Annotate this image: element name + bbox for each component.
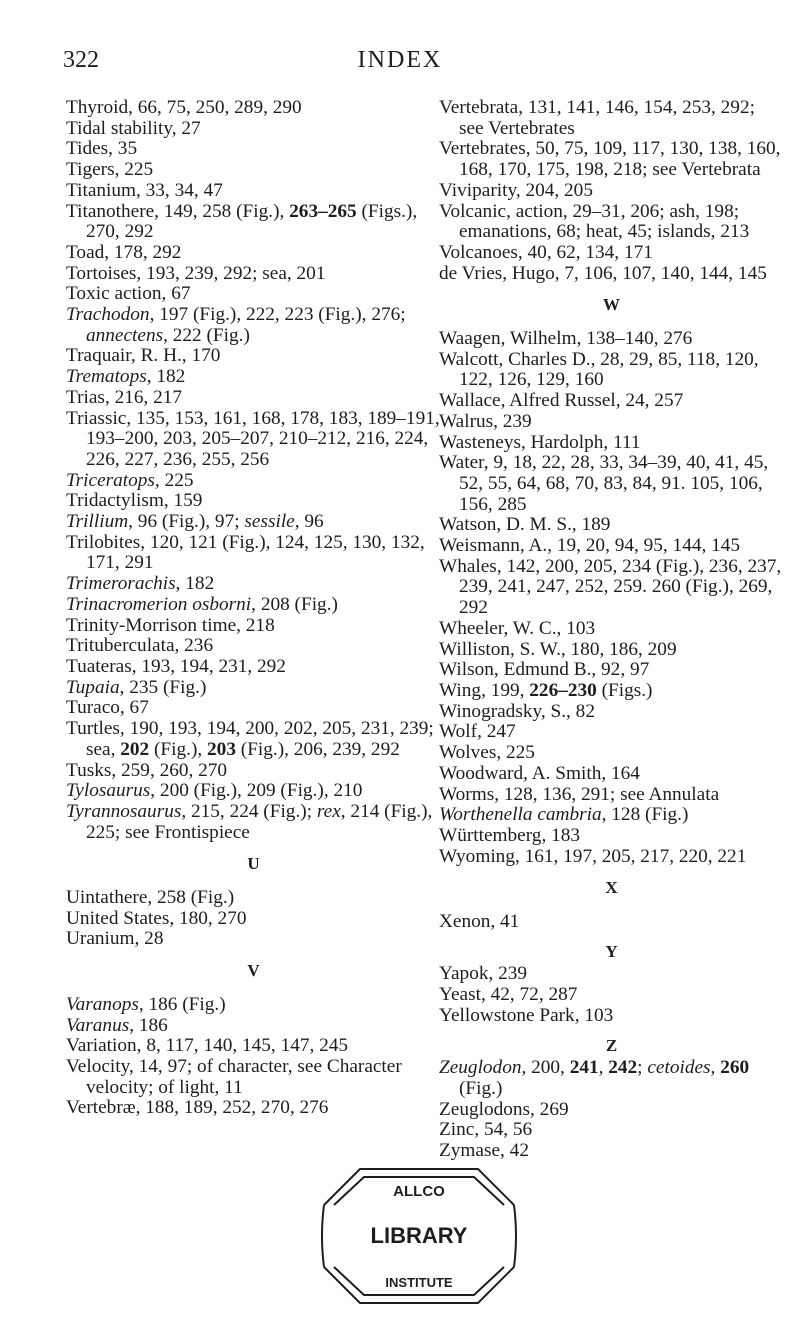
- index-entry: Tidal stability, 27: [66, 117, 201, 139]
- index-entry: Whales, 142, 200, 205, 234 (Fig.), 236, 237, 239, 241, 247, 252, 259. 260 (Fig.), 269, 292: [439, 555, 782, 619]
- index-entry: Traquair, R. H., 170: [66, 345, 221, 367]
- index-entry: Trilobites, 120, 121 (Fig.), 124, 125, 130, 132, 171, 291: [66, 531, 425, 574]
- index-entry: Variation, 8, 117, 140, 145, 147, 245: [66, 1035, 349, 1057]
- index-entry: Volcanoes, 40, 62, 134, 171: [439, 241, 653, 263]
- index-entry: Zeuglodon, 200, 241, 242; cetoides, 260 (Fig.): [439, 1057, 750, 1099]
- index-entry: Winogradsky, S., 82: [439, 700, 595, 722]
- index-entry: Trinity-Morrison time, 218: [66, 614, 275, 636]
- index-entry: Varanops, 186 (Fig.): [66, 993, 226, 1015]
- index-entry: Tupaia, 235 (Fig.): [66, 676, 207, 698]
- index-entry: Tuateras, 193, 194, 231, 292: [66, 655, 286, 677]
- section-letter: W: [603, 295, 620, 315]
- index-entry: Uintathere, 258 (Fig.): [66, 887, 235, 909]
- index-entry: Thyroid, 66, 75, 250, 289, 290: [66, 97, 302, 118]
- index-entry: Varanus, 186: [66, 1014, 168, 1036]
- index-entry: Wasteneys, Hardolph, 111: [439, 431, 641, 453]
- index-entry: United States, 180, 270: [66, 907, 247, 929]
- index-entry: Trituberculata, 236: [66, 635, 214, 657]
- index-entry: Woodward, A. Smith, 164: [439, 762, 640, 784]
- index-entry: Uranium, 28: [66, 928, 164, 950]
- index-entry: Yapok, 239: [439, 963, 528, 985]
- index-entry: Williston, S. W., 180, 186, 209: [439, 638, 677, 660]
- index-entry: Wing, 199, 226–230 (Figs.): [439, 679, 653, 701]
- index-entry: Tides, 35: [66, 138, 138, 160]
- index-entry: Wyoming, 161, 197, 205, 217, 220, 221: [439, 845, 747, 867]
- library-stamp: [320, 1165, 518, 1307]
- index-entry: Zinc, 54, 56: [439, 1119, 533, 1141]
- index-entry: Tortoises, 193, 239, 292; sea, 201: [66, 262, 326, 284]
- index-entry: Trinacromerion osborni, 208 (Fig.): [66, 593, 338, 615]
- index-entry: Toad, 178, 292: [66, 241, 182, 263]
- section-letter: X: [605, 878, 618, 898]
- index-entry: Tylosaurus, 200 (Fig.), 209 (Fig.), 210: [66, 780, 363, 802]
- index-entry: Walrus, 239: [439, 410, 532, 432]
- section-letter: Z: [605, 1035, 618, 1055]
- index-column-left: [66, 98, 441, 1119]
- index-entry: Wheeler, W. C., 103: [439, 617, 596, 639]
- stamp-center-text: LIBRARY: [370, 1223, 468, 1248]
- index-entry: Vertebrates, 50, 75, 109, 117, 130, 138, 160, 168, 170, 175, 198, 218; see Vertebrata: [439, 138, 781, 181]
- stamp-bottom-text: INSTITUTE: [385, 1275, 453, 1290]
- index-entry: Württemberg, 183: [439, 824, 581, 846]
- index-entry: Wilson, Edmund B., 92, 97: [439, 659, 650, 681]
- running-head: INDEX: [357, 47, 443, 73]
- page-number: 322: [63, 47, 99, 73]
- index-entry: Triassic, 135, 153, 161, 168, 178, 183, 189–191, 193–200, 203, 205–207, 210–212, 216, 224, 226, 227, 236, 255, 256: [66, 407, 440, 470]
- index-entry: Worthenella cambria, 128 (Fig.): [439, 804, 689, 826]
- index-entry: Yellowstone Park, 103: [439, 1004, 614, 1026]
- index-entry: Worms, 128, 136, 291; see Annulata: [439, 783, 720, 805]
- index-entry: Toxic action, 67: [66, 283, 191, 305]
- index-entry: Titanium, 33, 34, 47: [66, 179, 223, 201]
- index-entry: Turaco, 67: [66, 697, 149, 719]
- index-entry: Water, 9, 18, 22, 28, 33, 34–39, 40, 41, 45, 52, 55, 64, 68, 70, 83, 84, 91. 105, 106, 156, 285: [439, 452, 769, 515]
- index-entry: Vertebræ, 188, 189, 252, 270, 276: [66, 1097, 329, 1119]
- index-entry: Velocity, 14, 97; of character, see Character velocity; of light, 11: [66, 1055, 402, 1098]
- index-entry: Wolves, 225: [439, 742, 535, 764]
- index-entry: Trachodon, 197 (Fig.), 222, 223 (Fig.), 276; annectens, 222 (Fig.): [66, 304, 406, 346]
- section-letter: U: [247, 854, 260, 874]
- index-entry: Trimerorachis, 182: [66, 573, 215, 595]
- stamp-top-text: ALLCO: [393, 1183, 445, 1200]
- index-entry: Weismann, A., 19, 20, 94, 95, 144, 145: [439, 535, 741, 557]
- index-entry: Trillium, 96 (Fig.), 97; sessile, 96: [66, 511, 324, 533]
- index-entry: de Vries, Hugo, 7, 106, 107, 140, 144, 145: [439, 262, 767, 284]
- index-entry: Waagen, Wilhelm, 138–140, 276: [439, 328, 693, 350]
- section-letter: V: [247, 961, 260, 981]
- index-entry: Tigers, 225: [66, 159, 154, 181]
- index-entry: Tusks, 259, 260, 270: [66, 759, 228, 781]
- index-entry: Triceratops, 225: [66, 469, 194, 491]
- index-entry: Tridactylism, 159: [66, 490, 203, 512]
- index-entry: Turtles, 190, 193, 194, 200, 202, 205, 231, 239; sea, 202 (Fig.), 203 (Fig.), 206, 239, 292: [66, 718, 434, 760]
- index-entry: Vertebrata, 131, 141, 146, 154, 253, 292; see Vertebrates: [439, 97, 755, 139]
- index-column-right: [439, 98, 784, 1162]
- section-letter: Y: [605, 941, 618, 961]
- index-entry: Trematops, 182: [66, 366, 186, 388]
- index-entry: Volcanic, action, 29–31, 206; ash, 198; emanations, 68; heat, 45; islands, 213: [439, 200, 750, 243]
- index-entry: Trias, 216, 217: [66, 386, 183, 408]
- index-entry: Wallace, Alfred Russel, 24, 257: [439, 390, 684, 412]
- index-entry: Yeast, 42, 72, 287: [439, 984, 578, 1006]
- index-entry: Zeuglodons, 269: [439, 1098, 569, 1120]
- index-entry: Zymase, 42: [439, 1140, 529, 1162]
- index-entry: Watson, D. M. S., 189: [439, 514, 611, 536]
- index-entry: Xenon, 41: [439, 911, 520, 933]
- index-entry: Wolf, 247: [439, 721, 516, 743]
- index-entry: Walcott, Charles D., 28, 29, 85, 118, 120, 122, 126, 129, 160: [439, 348, 759, 391]
- index-entry: Titanothere, 149, 258 (Fig.), 263–265 (Figs.), 270, 292: [66, 200, 418, 243]
- index-entry: Viviparity, 204, 205: [439, 179, 593, 201]
- index-entry: Tyrannosaurus, 215, 224 (Fig.); rex, 214 (Fig.), 225; see Frontispiece: [66, 800, 433, 843]
